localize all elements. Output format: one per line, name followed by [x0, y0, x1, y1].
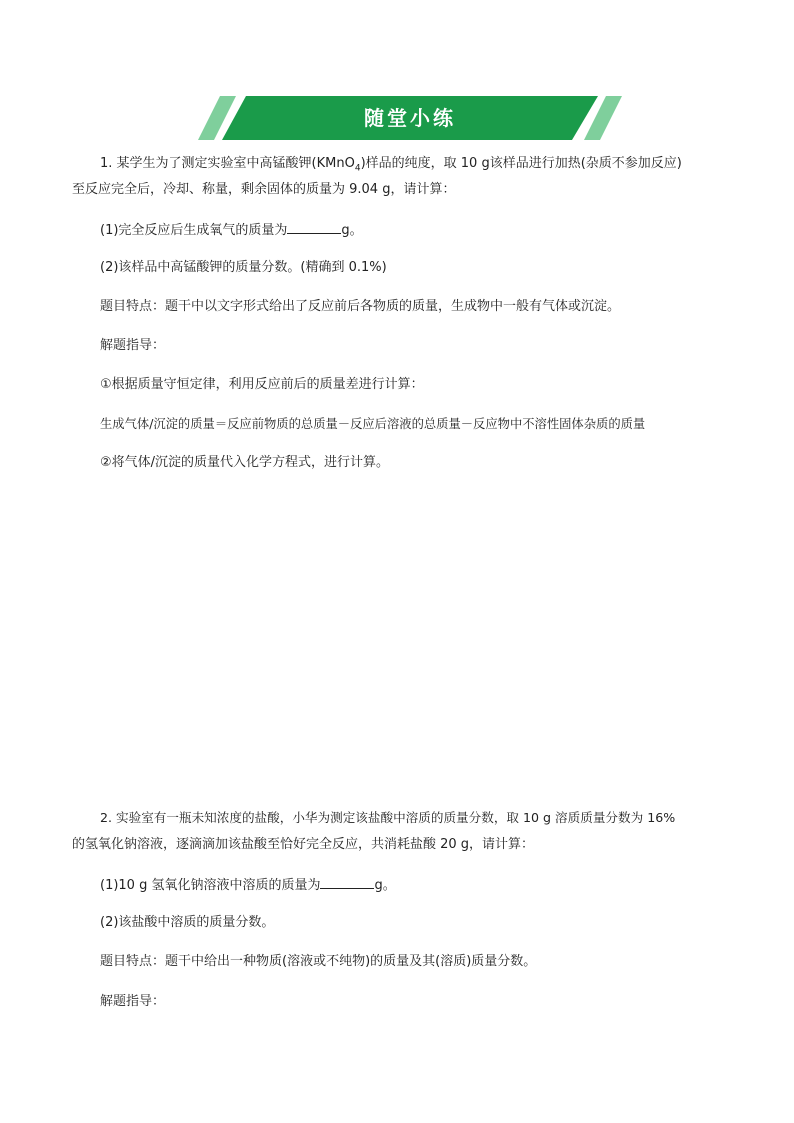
q1-step1: ①根据质量守恒定律，利用反应前后的质量差进行计算： — [100, 377, 424, 392]
q1-line1: 1. 某学生为了测定实验室中高锰酸钾(KMnO$_4$)样品的纯度，取 10 g该样品进行加热(杂质不参加反应) — [100, 156, 682, 174]
q1-step2: ②将气体/沉淀的质量代入化学方程式，进行计算。 — [100, 455, 390, 470]
q1-part2: (2)该样品中高锰酸钾的质量分数。(精确到 0.1%) — [100, 260, 387, 275]
q2-line1: 2. 实验室有一瓶未知浓度的盐酸，小华为测定该盐酸中溶质的质量分数，取 10 g 溶质质量分数为 16% — [100, 810, 676, 825]
q2-feature: 题目特点：题干中给出一种物质(溶液或不纯物)的质量及其(溶质)质量分数。 — [100, 954, 537, 969]
section-banner — [198, 96, 622, 140]
q2-line2: 的氢氧化钠溶液，逐滴滴加该盐酸至恰好完全反应，共消耗盐酸 20 g，请计算： — [72, 837, 535, 852]
q1-part1: (1)完全反应后生成氧气的质量为 g。 — [100, 219, 363, 241]
q1-guide-label: 解题指导： — [100, 338, 166, 353]
q1-feature: 题目特点：题干中以文字形式给出了反应前后各物质的质量，生成物中一般有气体或沉淀。 — [100, 299, 621, 314]
q2-part1: (1)10 g 氢氧化钠溶液中溶质的质量为 g。 — [100, 874, 396, 896]
q1-formula: 生成气体/沉淀的质量＝反应前物质的总质量－反应后溶液的总质量－反应物中不溶性固体杂质的质量 — [100, 417, 646, 431]
answer-blank — [287, 219, 341, 234]
banner-title: 随堂小练 — [364, 106, 456, 130]
answer-blank — [320, 874, 374, 889]
q2-guide-label: 解题指导： — [100, 994, 166, 1009]
q2-part2: (2)该盐酸中溶质的质量分数。 — [100, 915, 275, 930]
q1-line2: 至反应完全后，冷却、称量，剩余固体的质量为 9.04 g，请计算： — [72, 182, 456, 197]
